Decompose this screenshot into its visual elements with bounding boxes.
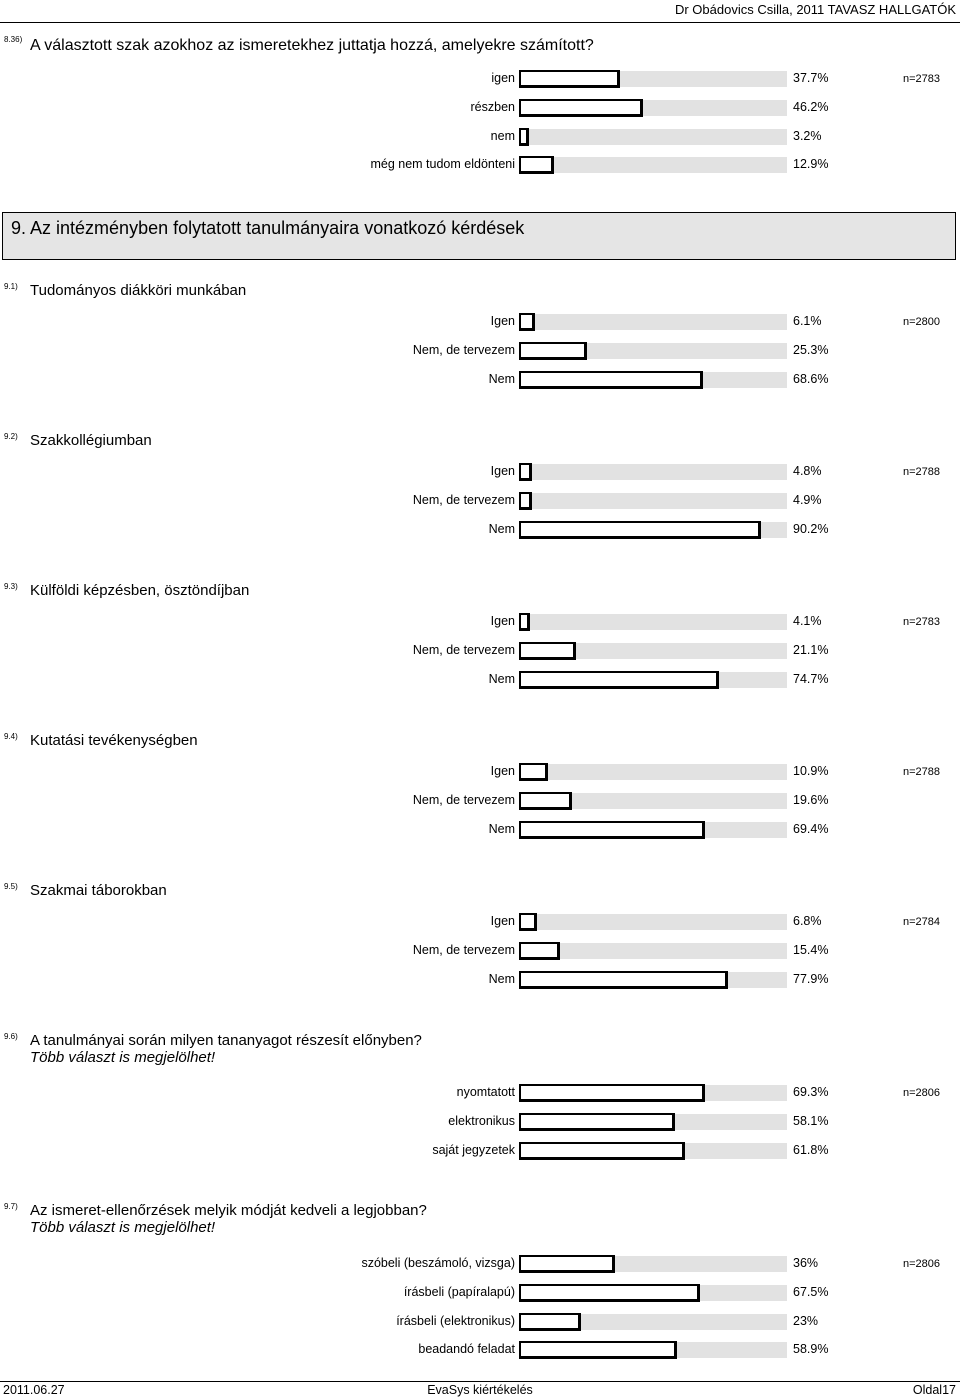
percentage-value: 6.8% (793, 914, 822, 928)
question-number: 9.4) (4, 732, 18, 741)
percentage-bar (519, 492, 532, 510)
percentage-value: 15.4% (793, 942, 829, 957)
option-label: Igen (490, 464, 515, 478)
footer-divider (0, 1381, 960, 1382)
percentage-value: 68.6% (793, 371, 829, 386)
option-label: saját jegyzetek (432, 1142, 515, 1157)
percentage-bar (519, 463, 532, 481)
sample-size: n=2783 (903, 73, 941, 85)
percentage-bar (519, 942, 560, 960)
percentage-value: 6.1% (793, 314, 822, 328)
sample-size: n=2800 (903, 316, 941, 328)
bar-track (519, 314, 787, 330)
percentage-bar (519, 1284, 700, 1302)
question-title: Kutatási tevékenységben (30, 732, 198, 749)
bar-track (519, 129, 787, 145)
question-title: Az ismeret-ellenőrzések melyik módját kedveli a legjobban? (30, 1202, 427, 1219)
question-subtitle: Több választ is megjelölhet! (30, 1219, 216, 1236)
percentage-value: 37.7% (793, 71, 829, 85)
option-label: szóbeli (beszámoló, vizsga) (361, 1256, 515, 1270)
question-title: Külföldi képzésben, ösztöndíjban (30, 582, 250, 599)
sample-size: n=2788 (903, 766, 941, 778)
bar-track (519, 764, 787, 780)
sample-size: n=2806 (903, 1258, 941, 1270)
percentage-bar (519, 821, 705, 839)
option-label: Nem (488, 821, 515, 836)
option-label: írásbeli (elektronikus) (396, 1313, 515, 1328)
question-title: A választott szak azokhoz az ismeretekhez juttatja hozzá, amelyekre számított? (30, 37, 594, 54)
question-title: Szakkollégiumban (30, 432, 152, 449)
sample-size: n=2806 (903, 1087, 941, 1099)
option-label: részben (470, 99, 515, 114)
option-label: Igen (490, 614, 515, 628)
question-title: Szakmai táborokban (30, 882, 167, 899)
percentage-bar (519, 70, 620, 88)
percentage-value: 58.9% (793, 1342, 829, 1357)
percentage-bar (519, 521, 761, 539)
percentage-value: 77.9% (793, 971, 829, 986)
percentage-value: 12.9% (793, 157, 829, 172)
bar-track (519, 464, 787, 480)
section-title: 9. Az intézményben folytatott tanulmányaira vonatkozó kérdések (11, 218, 525, 238)
question-number: 9.2) (4, 432, 18, 441)
option-label: Nem (488, 671, 515, 686)
percentage-value: 90.2% (793, 521, 829, 536)
option-label: Nem, de tervezem (412, 942, 515, 957)
option-label: elektronikus (448, 1113, 515, 1128)
percentage-value: 21.1% (793, 642, 829, 657)
option-label: beadandó feladat (418, 1342, 515, 1357)
question-number: 9.1) (4, 282, 18, 291)
option-label: Nem, de tervezem (412, 342, 515, 357)
percentage-value: 4.9% (793, 492, 822, 507)
option-label: Igen (490, 764, 515, 778)
percentage-value: 67.5% (793, 1284, 829, 1299)
sample-size: n=2788 (903, 466, 941, 478)
percentage-value: 23% (793, 1313, 819, 1328)
percentage-bar (519, 671, 719, 689)
option-label: még nem tudom eldönteni (370, 157, 515, 172)
percentage-bar (519, 1113, 675, 1131)
question-number: 9.7) (4, 1202, 18, 1211)
percentage-bar (519, 1313, 581, 1331)
option-label: Nem (488, 521, 515, 536)
percentage-bar (519, 1142, 685, 1160)
option-label: Nem (488, 971, 515, 986)
option-label: igen (491, 71, 515, 85)
percentage-bar (519, 792, 572, 810)
bar-track (519, 614, 787, 630)
percentage-bar (519, 1341, 677, 1359)
option-label: nyomtatott (456, 1085, 515, 1099)
percentage-bar (519, 613, 530, 631)
percentage-bar (519, 99, 643, 117)
footer-date: 2011.06.27 (3, 1383, 65, 1397)
percentage-bar (519, 313, 535, 331)
footer-center: EvaSys kiértékelés (427, 1383, 533, 1397)
percentage-value: 74.7% (793, 671, 829, 686)
question-title: A tanulmányai során milyen tananyagot részesít előnyben? (30, 1032, 422, 1049)
percentage-bar (519, 156, 554, 174)
option-label: írásbeli (papíralapú) (403, 1284, 515, 1299)
question-subtitle: Több választ is megjelölhet! (30, 1049, 216, 1066)
section-header (2, 212, 956, 260)
percentage-bar (519, 342, 587, 360)
percentage-value: 4.1% (793, 614, 822, 628)
percentage-bar (519, 1255, 615, 1273)
percentage-value: 58.1% (793, 1113, 829, 1128)
bar-track (519, 157, 787, 173)
option-label: Igen (490, 914, 515, 928)
question-number: 9.3) (4, 582, 18, 591)
question-number: 8.36) (4, 35, 23, 44)
bar-track (519, 493, 787, 509)
percentage-value: 10.9% (793, 764, 829, 778)
percentage-value: 61.8% (793, 1142, 829, 1157)
option-label: nem (490, 128, 515, 143)
option-label: Nem, de tervezem (412, 792, 515, 807)
percentage-value: 69.3% (793, 1085, 829, 1099)
bar-track (519, 914, 787, 930)
option-label: Nem, de tervezem (412, 642, 515, 657)
option-label: Nem (488, 371, 515, 386)
percentage-bar (519, 971, 728, 989)
question-number: 9.5) (4, 882, 18, 891)
question-title: Tudományos diákköri munkában (30, 282, 247, 299)
question-number: 9.6) (4, 1032, 18, 1041)
percentage-value: 19.6% (793, 792, 829, 807)
sample-size: n=2783 (903, 616, 941, 628)
percentage-value: 3.2% (793, 128, 822, 143)
option-label: Igen (490, 314, 515, 328)
percentage-value: 4.8% (793, 464, 822, 478)
page-header-author: Dr Obádovics Csilla, 2011 TAVASZ HALLGATÓK (674, 2, 956, 17)
percentage-bar (519, 128, 529, 146)
option-label: Nem, de tervezem (412, 492, 515, 507)
header-divider (0, 22, 960, 23)
percentage-bar (519, 642, 576, 660)
percentage-value: 36% (793, 1256, 819, 1270)
sample-size: n=2784 (903, 916, 941, 928)
percentage-value: 25.3% (793, 342, 829, 357)
percentage-value: 46.2% (793, 99, 829, 114)
percentage-bar (519, 913, 537, 931)
footer-page: Oldal17 (912, 1383, 956, 1397)
percentage-bar (519, 763, 548, 781)
percentage-value: 69.4% (793, 821, 829, 836)
percentage-bar (519, 1084, 705, 1102)
percentage-bar (519, 371, 703, 389)
